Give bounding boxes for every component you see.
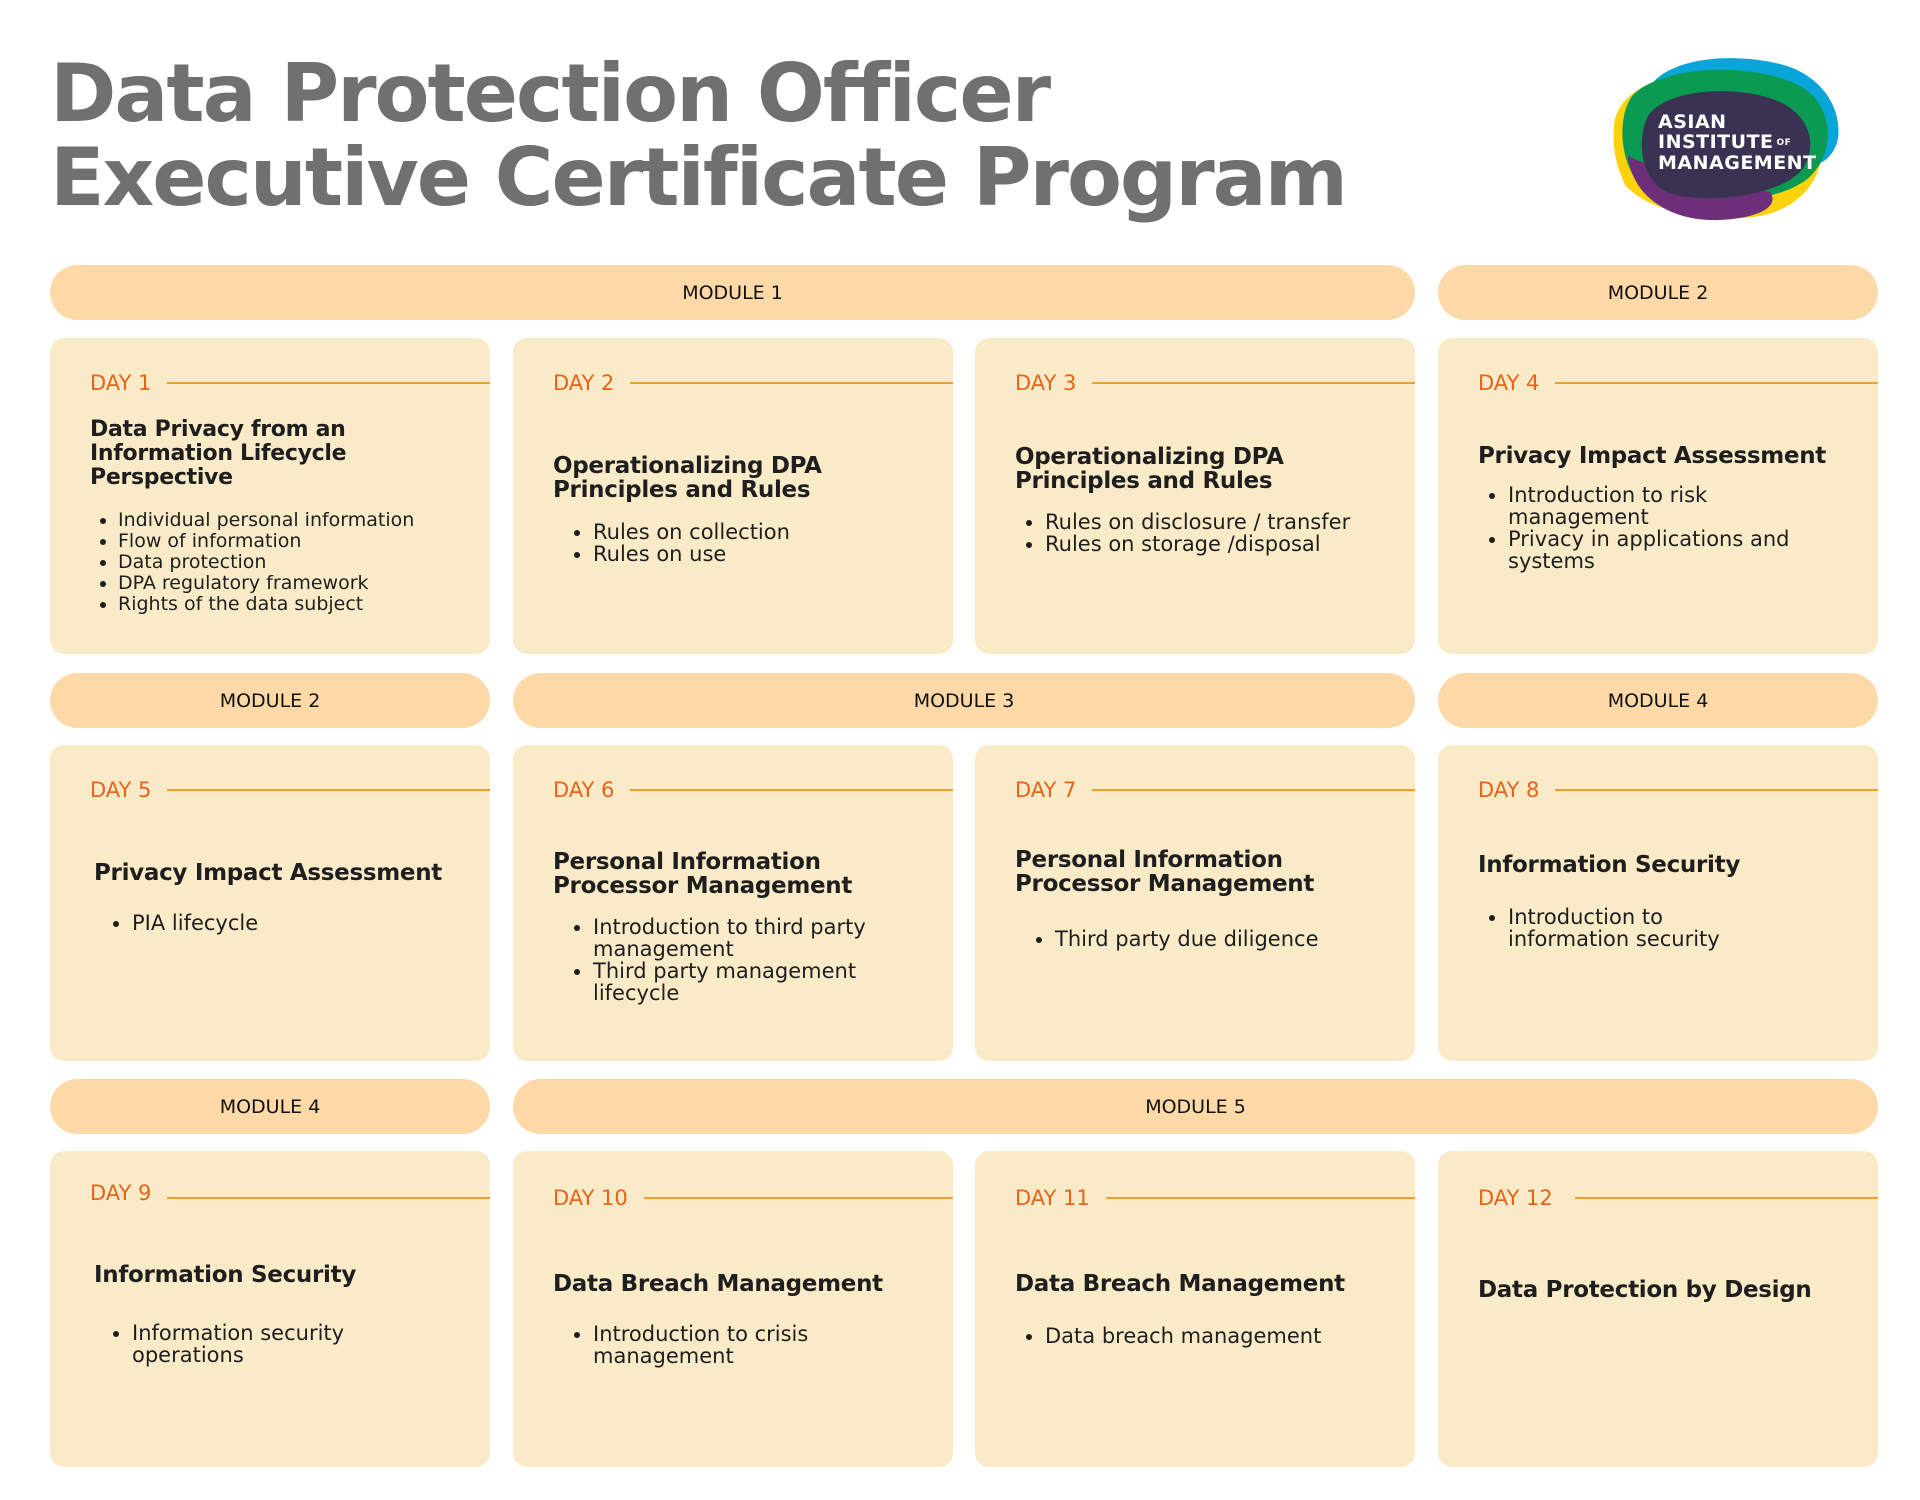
title-line-2: Executive Certificate Program bbox=[50, 131, 1346, 224]
day-card-10 bbox=[513, 1151, 953, 1467]
topic-list bbox=[1015, 1325, 1405, 1347]
divider bbox=[630, 789, 953, 791]
topic-item: • Data breach management bbox=[1045, 1325, 1405, 1347]
day-card-5 bbox=[50, 745, 490, 1061]
divider bbox=[1575, 1197, 1878, 1199]
divider bbox=[1106, 1197, 1415, 1199]
topic-item: • Rules on storage /disposal bbox=[1045, 533, 1405, 555]
day-header: DAY 7 bbox=[1015, 778, 1415, 802]
day-card-9 bbox=[50, 1151, 490, 1467]
topic-list bbox=[94, 1322, 400, 1366]
topic-list bbox=[553, 1323, 863, 1367]
topic-item: • Information security operations bbox=[132, 1322, 400, 1366]
topic-list bbox=[90, 510, 480, 615]
day-header: DAY 1 bbox=[90, 371, 490, 395]
day-card-4 bbox=[1438, 338, 1878, 654]
module-bar-6: MODULE 4 bbox=[50, 1079, 490, 1134]
day-card-3 bbox=[975, 338, 1415, 654]
day-header: DAY 6 bbox=[553, 778, 953, 802]
topic-item: • Introduction to information security bbox=[1508, 906, 1728, 950]
divider bbox=[167, 382, 490, 384]
day-card-2 bbox=[513, 338, 953, 654]
topic-list bbox=[553, 916, 913, 1004]
day-card-11 bbox=[975, 1151, 1415, 1467]
day-title: Data Privacy from an Information Lifecycle Perspective bbox=[90, 417, 347, 490]
logo-text: ASIAN INSTITUTE OF MANAGEMENT bbox=[1658, 111, 1817, 174]
day-header: DAY 3 bbox=[1015, 371, 1415, 395]
divider bbox=[644, 1197, 953, 1199]
day-title: Data Breach Management bbox=[1015, 1271, 1345, 1297]
day-title: Data Protection by Design bbox=[1478, 1277, 1812, 1303]
topic-item: • Introduction to crisis management bbox=[593, 1323, 863, 1367]
day-title: Operationalizing DPA Principles and Rules bbox=[1015, 444, 1284, 494]
topic-item: • Rules on use bbox=[593, 543, 943, 565]
title-line-1: Data Protection Officer bbox=[50, 47, 1050, 140]
topic-item: • DPA regulatory framework bbox=[118, 573, 480, 594]
topic-item: • Rights of the data subject bbox=[118, 594, 480, 615]
day-title: Data Breach Management bbox=[553, 1271, 883, 1297]
divider bbox=[1555, 382, 1878, 384]
topic-item: • Third party management lifecycle bbox=[593, 960, 913, 1004]
topic-list bbox=[1015, 511, 1405, 555]
day-header: DAY 5 bbox=[90, 778, 490, 802]
day-card-12 bbox=[1438, 1151, 1878, 1467]
module-bar-2: MODULE 2 bbox=[1438, 265, 1878, 320]
module-bar-1: MODULE 1 bbox=[50, 265, 1415, 320]
day-header: DAY 4 bbox=[1478, 371, 1878, 395]
topic-item: • Flow of information bbox=[118, 531, 480, 552]
topic-list bbox=[1478, 484, 1828, 572]
day-header: DAY 2 bbox=[553, 371, 953, 395]
day-title: Personal Information Processor Management bbox=[1015, 847, 1315, 897]
topic-item: • PIA lifecycle bbox=[132, 912, 480, 934]
divider bbox=[630, 382, 953, 384]
topic-item: • Individual personal information bbox=[118, 510, 480, 531]
divider bbox=[167, 789, 490, 791]
module-bar-7: MODULE 5 bbox=[513, 1079, 1878, 1134]
module-bar-4: MODULE 3 bbox=[513, 673, 1415, 728]
topic-item: • Rules on disclosure / transfer bbox=[1045, 511, 1405, 533]
day-title: Information Security bbox=[1478, 852, 1741, 878]
topic-item: • Rules on collection bbox=[593, 521, 943, 543]
topic-item: • Introduction to third party management bbox=[593, 916, 913, 960]
day-card-6 bbox=[513, 745, 953, 1061]
topic-list bbox=[94, 912, 480, 934]
day-title: Personal Information Processor Management bbox=[553, 849, 853, 899]
day-card-8 bbox=[1438, 745, 1878, 1061]
day-header: DAY 11 bbox=[1015, 1186, 1415, 1210]
day-card-7 bbox=[975, 745, 1415, 1061]
topic-item: • Privacy in applications and systems bbox=[1508, 528, 1828, 572]
topic-list bbox=[1025, 928, 1405, 950]
divider bbox=[167, 1197, 490, 1199]
divider bbox=[1092, 789, 1415, 791]
day-title: Privacy Impact Assessment bbox=[1478, 443, 1826, 469]
topic-item: • Introduction to risk management bbox=[1508, 484, 1828, 528]
divider bbox=[1555, 789, 1878, 791]
day-header: DAY 12 bbox=[1478, 1186, 1878, 1210]
day-title: Operationalizing DPA Principles and Rules bbox=[553, 453, 822, 503]
topic-item: • Third party due diligence bbox=[1055, 928, 1405, 950]
page-title bbox=[50, 47, 1346, 224]
day-title: Privacy Impact Assessment bbox=[94, 860, 442, 886]
module-bar-3: MODULE 2 bbox=[50, 673, 490, 728]
day-header: DAY 10 bbox=[553, 1186, 953, 1210]
day-title: Information Security bbox=[94, 1262, 357, 1288]
day-header: DAY 8 bbox=[1478, 778, 1878, 802]
topic-item: • Data protection bbox=[118, 552, 480, 573]
day-header: DAY 9 bbox=[90, 1181, 490, 1205]
topic-list bbox=[553, 521, 943, 565]
divider bbox=[1092, 382, 1415, 384]
day-card-1 bbox=[50, 338, 490, 654]
aim-logo bbox=[1610, 56, 1842, 222]
module-bar-5: MODULE 4 bbox=[1438, 673, 1878, 728]
topic-list bbox=[1478, 906, 1728, 950]
